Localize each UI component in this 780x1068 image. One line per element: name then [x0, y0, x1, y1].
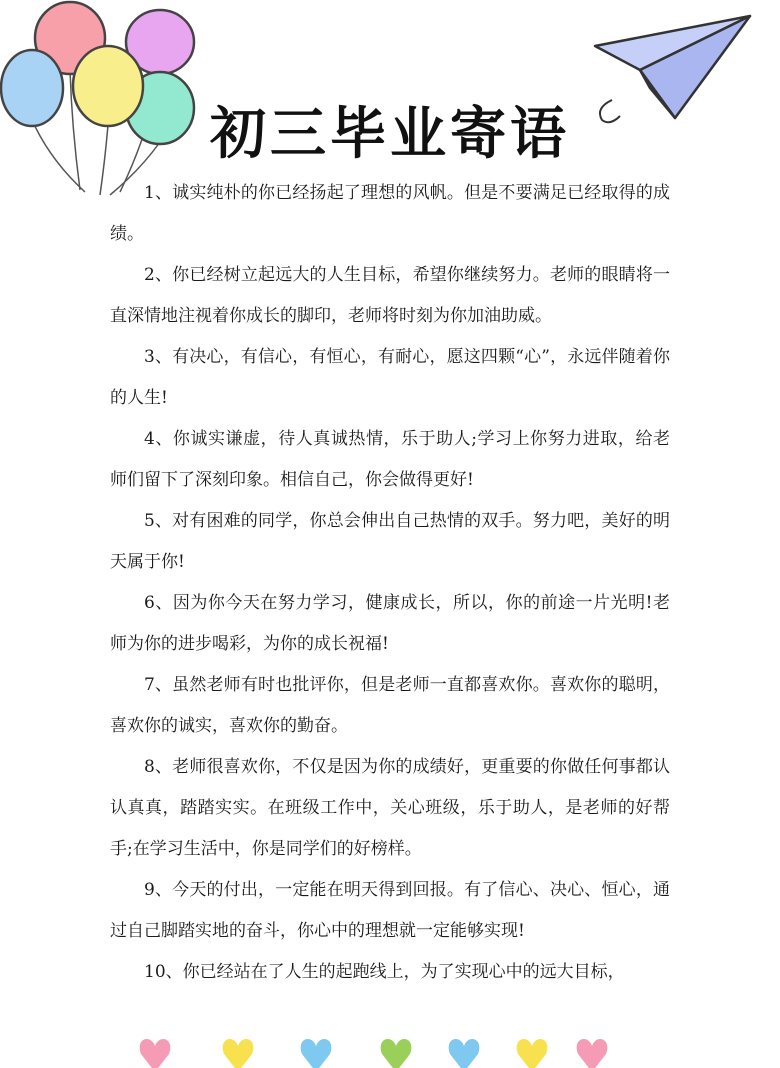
message-item: 4、你诚实谦虚，待人真诚热情，乐于助人;学习上你努力进取，给老师们留下了深刻印象。相信自己，你会做得更好! — [110, 429, 670, 490]
heart-icon — [381, 1039, 412, 1068]
balloon-blue — [1, 50, 63, 126]
heart-icon — [223, 1039, 254, 1068]
message-item: 8、老师很喜欢你，不仅是因为你的成绩好，更重要的你做任何事都认认真真，踏踏实实。在班级工作中，关心班级，乐于助人，是老师的好帮手;在学习生活中，你是同学们的好榜样。 — [110, 757, 670, 859]
message-item: 7、虽然老师有时也批评你，但是老师一直都喜欢你。喜欢你的聪明，喜欢你的诚实，喜欢你的勤奋。 — [110, 675, 670, 736]
page-title: 初三毕业寄语 — [210, 102, 570, 167]
message-item: 9、今天的付出，一定能在明天得到回报。有了信心、决心、恒心，通过自己脚踏实地的奋斗，你心中的理想就一定能够实现! — [110, 880, 670, 941]
heart-icon — [140, 1039, 171, 1068]
message-list — [110, 173, 670, 993]
balloon-yellow — [73, 46, 143, 126]
message-item: 2、你已经树立起远大的人生目标，希望你继续努力。老师的眼睛将一直深情地注视着你成长的脚印，老师将时刻为你加油助威。 — [110, 265, 670, 326]
message-item: 1、诚实纯朴的你已经扬起了理想的风帆。但是不要满足已经取得的成绩。 — [110, 183, 670, 244]
message-item: 5、对有困难的同学，你总会伸出自己热情的双手。努力吧，美好的明天属于你! — [110, 511, 670, 572]
hearts-border — [0, 1030, 780, 1068]
heart-icon — [577, 1039, 608, 1068]
heart-icon — [517, 1039, 548, 1068]
heart-icon — [301, 1039, 332, 1068]
heart-icon — [449, 1039, 480, 1068]
message-item: 6、因为你今天在努力学习，健康成长，所以，你的前途一片光明!老师为你的进步喝彩，为你的成长祝福! — [110, 593, 670, 654]
message-item: 3、有决心，有信心，有恒心，有耐心，愿这四颗“心”，永远伴随着你的人生! — [110, 347, 670, 408]
message-item: 10、你已经站在了人生的起跑线上，为了实现心中的远大目标， — [144, 962, 625, 982]
